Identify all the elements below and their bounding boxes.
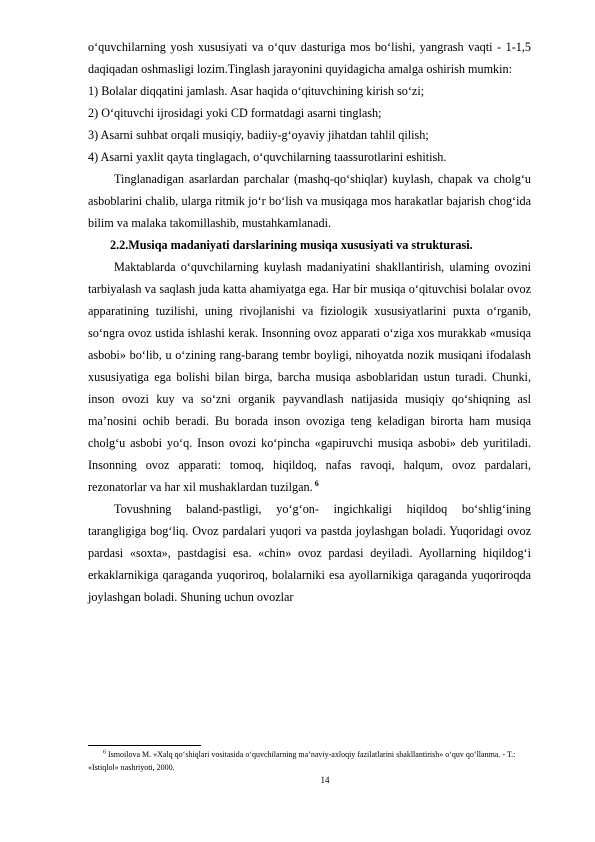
list-item-1: 1) Bolalar diqqatini jamlash. Asar haqida o‘qituvchining kirish so‘zi; [88,84,425,98]
paragraph-pitch: Tovushning baland-pastligi, yo‘g‘on- ingichkaligi hiqildoq bo‘shlig‘ining tarangligiga bog‘liq. Ovoz pardalari yuqori va pastda joylashgan boladi. Yuqoridagi ovoz pardasi «soxta», pastdagisi esa. «chin» ovoz pardasi deyiladi. Ayollarning hiqildog‘i erkaklarnikiga qaraganda yuqoriroq, bolalarniki esa ayollarnikiga qaraganda yuqoriroqda joylashgan boladi. Shuning uchun ovozlar [88,502,531,604]
footnote-reference[interactable]: 6 [314,478,319,488]
footnote-number: 6 [103,749,106,756]
list-item-4: 4) Asarni yaxlit qayta tinglagach, o‘quvchilarning taassurotlarini eshitish. [88,150,447,164]
list-item-2: 2) O‘qituvchi ijrosidagi yoki CD formatdagi asarni tinglash; [88,106,382,120]
paragraph-intro: o‘quvchilarning yosh xususiyati va o‘quv dasturiga mos bo‘lishi, yangrash vaqti - 1-1,5 daqiqadan oshmasligi lozim.Tinglash jarayonini quyidagicha amalga oshirish mumkin: [88,40,531,76]
page-number: 14 [320,775,330,785]
section-heading: 2.2.Musiqa madaniyati darslarining musiqa xususiyati va strukturasi. [110,238,473,252]
footnote [88,748,531,774]
paragraph-voice-apparatus [88,256,531,498]
list-item-3: 3) Asarni suhbat orqali musiqiy, badiiy-g‘oyaviy jihatdan tahlil qilish; [88,128,429,142]
footnote-text: Ismoilova M. «Xalq qo‘shiqlari vositasida o‘quvchilarning ma’naviy-axloqiy fazilatlarini shakllantirish» o‘quv qo‘llanma. - T.: «Istiqlol» nashriyoti, 2000. [88,750,516,772]
paragraph-listening: Tinglanadigan asarlardan parchalar (mashq-qo‘shiqlar) kuylash, chapak va cholg‘u asboblarini chalib, ularga ritmik jo‘r bo‘lish va musiqaga mos harakatlar bajarish chog‘ida bilim va malaka takomillashib, mustahkamlanadi. [88,172,531,230]
paragraph-voice-apparatus-text: Maktablarda o‘quvchilarning kuylash madaniyatini shakllantirish, ulaming ovozini tarbiyalash va saqlash juda katta ahamiyatga ega. Har bir musiqa o‘qituvchisi bolalar ovoz apparatining tuzilishi, uning rivojlanishi va fiziologik xususiyatlarini puxta o‘rganib, so‘ngra ovoz ustida ishlashi kerak. Insonning ovoz apparati o‘ziga xos murakkab «musiqa asbobi» bo‘lib, u o‘zining rang-barang tembr boyligi, nihoyatda nozik musiqani ifodalash xususiyatiga ega bolishi bilan birga, barcha musiqa asboblaridan ustun turadi. Chunki, inson ovozi kuy va so‘zni organik payvandlash natijasida musiqiy qo‘shiqning asl ma’nosini ochib beradi. Bu borada inson ovoziga teng keladigan birorta ham musiqa cholg‘u asbobi yo‘q. Inson ovozi ko‘pincha «gapiruvchi musiqa asbobi» deb yuritiladi. Insonning ovoz apparati: tomoq, hiqildoq, nafas ravoqi, halqum, ovoz pardalari, rezonatorlar va har xil mushaklardan tuzilgan. [88,260,531,494]
page-body [88,36,531,608]
footnote-divider [88,745,201,746]
